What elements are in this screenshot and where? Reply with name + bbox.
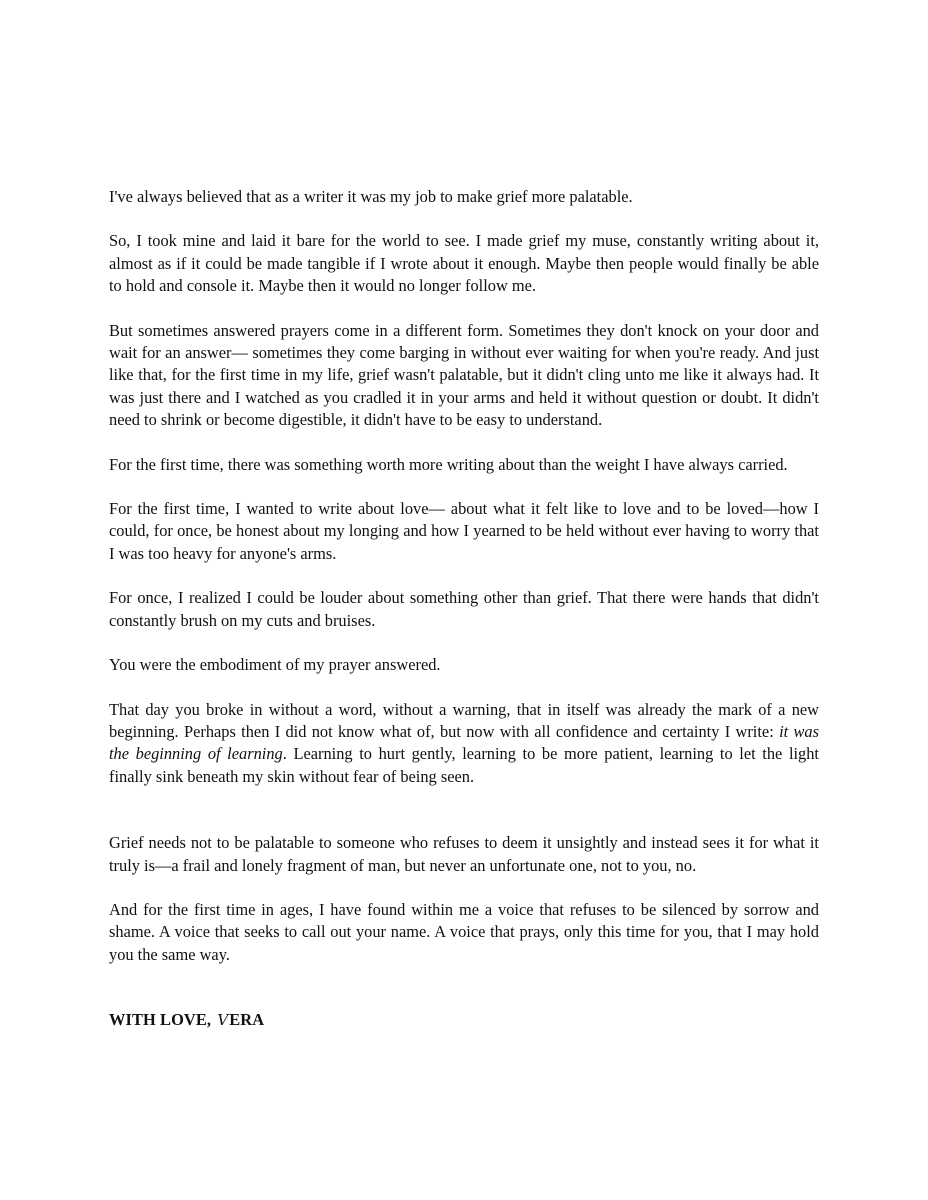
signature-suffix: ERA [229,1010,265,1030]
paragraph-2: So, I took mine and laid it bare for the world to see. I made grief my muse, constantly writing about it, almost as if it could be made tangible if I wrote about it enough. Maybe then people would finally be able to hold and console it. Maybe then it would no longer follow me. [109,231,819,296]
paragraph-7: You were the embodiment of my prayer answered. [109,655,441,675]
paragraph-4: For the first time, there was something worth more writing about than the weight I have always carried. [109,454,788,474]
paragraph-1: I've always believed that as a writer it was my job to make grief more palatable. [109,187,633,206]
paragraph-8-italic-phrase: it was the beginning of learning [109,721,819,764]
paragraph-8-text-end: . Learning to hurt gently, learning to be more patient, learning to let the light finally sink beneath my skin without fear of being seen. [109,744,819,786]
paragraph-10: And for the first time in ages, I have found within me a voice that refuses to be silenced by sorrow and shame. A voice that seeks to call out your name. A voice that prays, only this time for you, that I may hold you the same way. [109,899,819,964]
paragraph-3: But sometimes answered prayers come in a different form. Sometimes they don't knock on your door and wait for an answer— sometimes they come barging in without ever waiting for when you're ready. And just like that, for the first time in my life, grief wasn't palatable, but it didn't cling unto me like it always had. It was just there and I watched as you cradled it in your arms and held it without question or doubt. It didn't need to shrink or become digestible, it didn't have to be easy to understand. [109,320,819,430]
paragraph-8 [109,699,819,789]
signature-v-mark: V [217,1011,229,1030]
paragraph-8-text-start: That day you broke in without a word, without a warning, that in itself was already the mark of a new beginning. Perhaps then I did not know what of, but now with all confidence and certainty I write: [109,699,819,741]
letter-body [109,186,819,1032]
signature-prefix: WITH LOVE, [109,1010,212,1030]
signature [109,1009,819,1031]
paragraph-9: Grief needs not to be palatable to someone who refuses to deem it unsightly and instead sees it for what it truly is—a frail and lonely fragment of man, but never an unfortunate one, not to you, no. [109,833,819,875]
paragraph-5: For the first time, I wanted to write about love— about what it felt like to love and to be loved—how I could, for once, be honest about my longing and how I yearned to be held without ever having to worry that I was too heavy for anyone's arms. [109,499,819,563]
paragraph-6: For once, I realized I could be louder about something other than grief. That there were hands that didn't constantly brush on my cuts and bruises. [109,588,819,630]
